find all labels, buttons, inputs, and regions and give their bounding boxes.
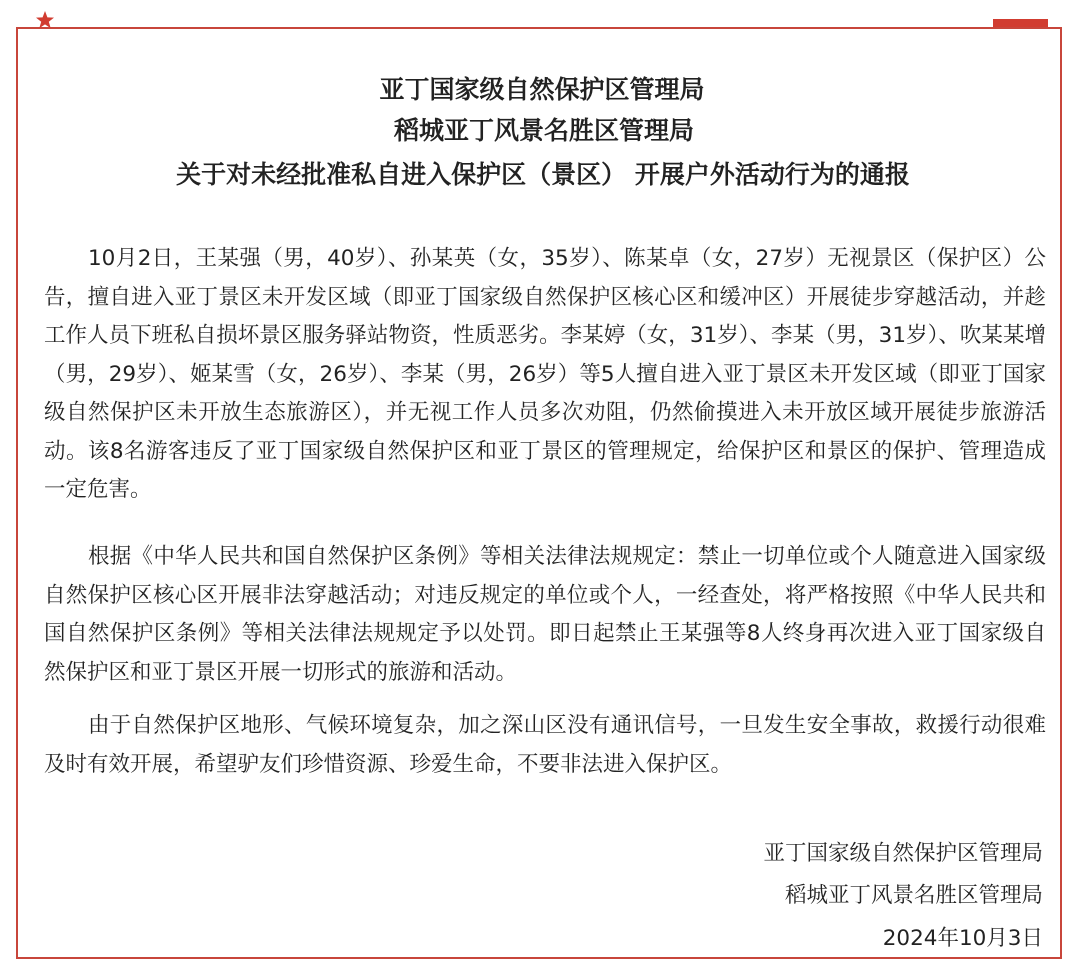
red-star-icon bbox=[35, 10, 55, 30]
title-line-2: 稻城亚丁风景名胜区管理局 bbox=[393, 116, 694, 145]
paragraph-safety-warning: 由于自然保护区地形、气候环境复杂，加之深山区没有通讯信号，一旦发生安全事故，救援行动很难及时有效开展，希望驴友们珍惜资源、珍爱生命，不要非法进入保护区。 bbox=[44, 713, 1046, 777]
title-line-1: 亚丁国家级自然保护区管理局 bbox=[379, 75, 705, 104]
signature-date: 2024年10月3日 bbox=[882, 926, 1043, 951]
paragraph-regulation: 根据《中华人民共和国自然保护区条例》等相关法律法规规定：禁止一切单位或个人随意进入国家级自然保护区核心区开展非法穿越活动；对违反规定的单位或个人，一经查处，将严格按照《中华人民共和国自然保护区条例》等相关法律法规规定予以处罚。即日起禁止王某强等8人终身再次进入亚丁国家级自然保护区和亚丁景区开展一切形式的旅游和活动。 bbox=[44, 544, 1046, 685]
paragraph-incident: 10月2日，王某强（男，40岁）、孙某英（女，35岁）、陈某卓（女，27岁）无视景区（保护区）公告，擅自进入亚丁景区未开发区域（即亚丁国家级自然保护区核心区和缓冲区）开展徒步穿越活动，并趁工作人员下班私自损坏景区服务驿站物资，性质恶劣。李某婷（女，31岁）、李某（男，31岁）、吹某某增（男，29岁）、姬某雪（女，26岁）、李某（男，26岁）等5人擅自进入亚丁景区未开发区域（即亚丁国家级自然保护区未开放生态旅游区），并无视工作人员多次劝阻，仍然偷摸进入未开放区域开展徒步旅游活动。该8名游客违反了亚丁国家级自然保护区和亚丁景区的管理规定，给保护区和景区的保护、管理造成一定危害。 bbox=[44, 246, 1046, 502]
title-line-3: 关于对未经批准私自进入保护区（景区） 开展户外活动行为的通报 bbox=[176, 160, 910, 189]
red-corner-bar bbox=[993, 19, 1048, 27]
signature-issuer-2: 稻城亚丁风景名胜区管理局 bbox=[784, 883, 1043, 908]
signature-issuer-1: 亚丁国家级自然保护区管理局 bbox=[763, 841, 1043, 866]
